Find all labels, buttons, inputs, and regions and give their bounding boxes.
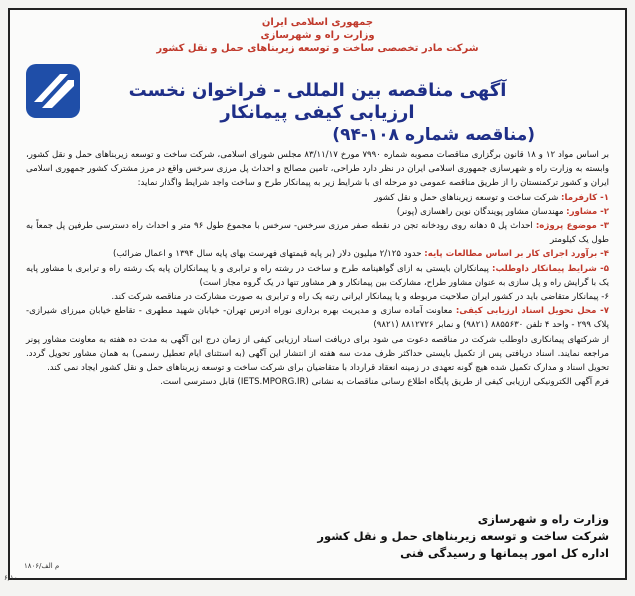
issuer-line-country: جمهوری اسلامی ایران xyxy=(10,16,625,29)
item-delivery xyxy=(26,304,609,332)
item-conditions-label: ۵- شرایط پیمانکار داوطلب: xyxy=(492,264,609,274)
closing-paragraph: از شرکتهای پیمانکاری داوطلب شرکت در مناقصه دعوت می شود برای دریافت اسناد ارزیابی کیفی از زمان درج این آگهی به مدت ده هفته به معاونت مشاور پونر مراجعه نمایند. اسناد دریافتی پس از تکمیل بایستی حداکثر ظرف مدت سه هفته از انتشار این آگهی (به استثنای ایام تعطیل رسمی) به همان مشاور تحویل گردد. تحویل اسناد و مدارک تکمیل شده هیچ گونه تعهدی در زمینه انعقاد قرارداد با متقاضیان برای شرکت ساخت و توسعه زیربناهای حمل و نقل کشور ایجاد نمی کند. xyxy=(26,333,609,376)
item-contractor-text: ۶- پیمانکار متقاضی باید در کشور ایران صلاحیت مربوطه و یا پیمانکار ایرانی رتبه یک راه و ترابری به صورت مشارکت در مناقصه شرکت کند. xyxy=(111,292,609,302)
item-estimate-label: ۴- برآورد اجرای کار بر اساس مطالعات پایه: xyxy=(424,249,609,259)
item-delivery-text: معاونت آماده سازی و مدیریت بهره برداری نوراه ادرس تهران- خیابان شهید مطهری - تقاطع خیابان میرزای شیرازی- پلاک ۲۹۹ - واحد ۴ تلفن ۸۸۵۵۶۳۰ (۹۸۲۱) و نمابر ۸۸۱۲۷۲۶ (۹۸۲۱) xyxy=(26,306,609,330)
notice-headline xyxy=(100,80,535,146)
page-number: ۶/۱۰ xyxy=(4,574,18,582)
website-paragraph: فرم آگهی الکترونیکی ارزیابی کیفی از طریق پایگاه اطلاع رسانی مناقصات به نشانی (IETS.MPORG.IR) قابل دسترسی است. xyxy=(26,375,609,389)
signature-company: شرکت ساخت و توسعه زیربناهای حمل و نقل کشور xyxy=(317,528,609,545)
issuer-line-company: شرکت مادر تخصصی ساخت و توسعه زیربناهای حمل و نقل کشور xyxy=(10,42,625,55)
item-employer-label: ۱- کارفرما: xyxy=(561,193,609,203)
footer-id: م الف/۱۸۰۶ xyxy=(24,562,59,570)
tender-number: (مناقصه شماره ۱۰۸-۹۴) xyxy=(100,124,535,146)
item-project-text: احداث پل ۵ دهانه روی رودخانه تجن در نقطه صفر مرزی سرخس- سرخس با مجموع طول ۹۶ متر و احداث راه دسترسی طرفین پل جمعاً به طول یک کیلومتر xyxy=(26,221,609,245)
notice-body xyxy=(26,148,609,389)
item-contractor xyxy=(26,290,609,304)
company-logo-icon xyxy=(24,62,82,120)
item-employer-text: شرکت ساخت و توسعه زیربناهای حمل و نقل کشور xyxy=(374,193,561,203)
intro-paragraph: بر اساس مواد ۱۲ و ۱۸ قانون برگزاری مناقصات مصوبه شماره ۷۹۹۰ مورخ ۸۳/۱۱/۱۷ مجلس شورای اسلامی، شرکت ساخت و توسعه زیربناهای حمل و نقل کشور، وابسته به وزارت راه و شهرسازی جمهوری اسلامی ایران در نظر دارد طراحی، تامین مصالح و احداث پل مرزی سرخس واقع در مرز مشترک کشور جمهوری اسلامی ایران و کشور ترکمنستان را از طریق مناقصه عمومی دو مرحله ای با شرایط زیر به پیمانکار طرح و ساخت واجد شرایط واگذار نماید: xyxy=(26,148,609,191)
item-estimate xyxy=(26,247,609,261)
signature-department: اداره کل امور پیمانها و رسیدگی فنی xyxy=(317,545,609,562)
issuer-header xyxy=(10,16,625,55)
signature-ministry: وزارت راه و شهرسازی xyxy=(317,511,609,528)
item-consultant xyxy=(26,205,609,219)
item-conditions xyxy=(26,262,609,290)
item-project xyxy=(26,219,609,247)
item-employer xyxy=(26,191,609,205)
signature-block xyxy=(317,511,609,562)
item-consultant-label: ۲- مشاور: xyxy=(566,207,609,217)
item-project-label: ۳- موضوع پروژه: xyxy=(536,221,609,231)
headline-title: آگهی مناقصه بین المللی - فراخوان نخست ارزیابی کیفی پیمانکار xyxy=(129,80,507,123)
item-conditions-text: پیمانکاران بایستی به ازای گواهینامه طرح و ساخت در رشته راه و ترابری و یا پیمانکاران پایه یک رشته راه و ترابری با مشاور پایه یک با گرایش راه و پل سازی به عنوان مشاور طراح، مشارکت بین پیمانکار و هر مشاور تنها در یک گروه مجاز است) xyxy=(26,264,609,288)
item-estimate-text: حدود ۲/۱۲۵ میلیون دلار (بر پایه قیمتهای فهرست بهای پایه سال ۱۳۹۴ و اعمال ضرائب) xyxy=(113,249,424,259)
item-delivery-label: ۷- محل تحویل اسناد ارزیابی کیفی: xyxy=(456,306,609,316)
tender-notice xyxy=(8,8,627,580)
item-consultant-text: مهندسان مشاور پویندگان نوین راهسازی (پونر) xyxy=(397,207,566,217)
issuer-line-ministry: وزارت راه و شهرسازی xyxy=(10,29,625,42)
